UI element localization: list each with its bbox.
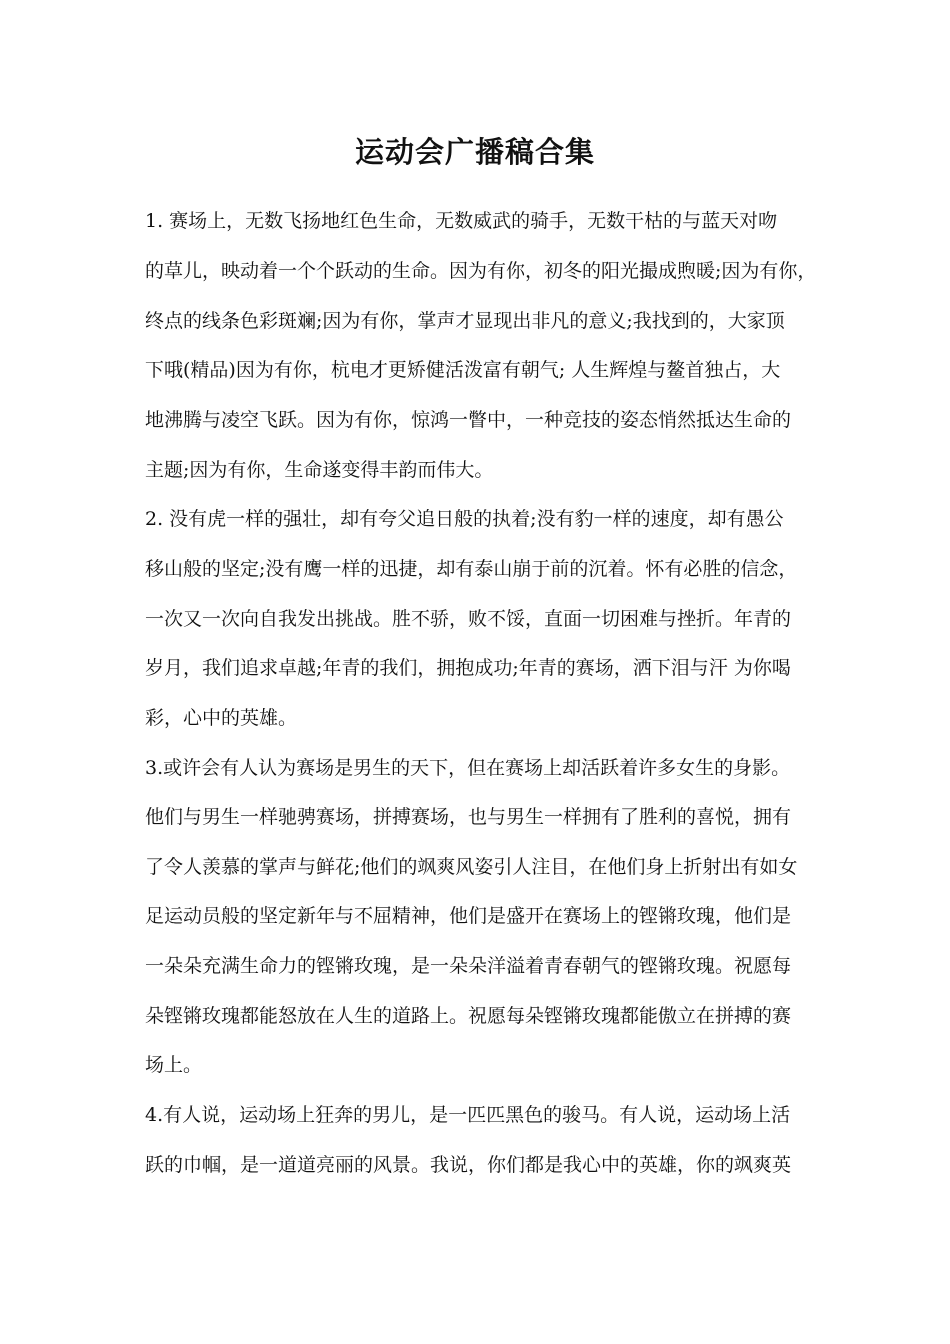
text-line: 彩，心中的英雄。 [145,707,298,729]
text-line: 足运动员般的坚定新年与不屈精神，他们是盛开在赛场上的铿锵玫瑰，他们是 [145,905,792,927]
text-line: 地沸腾与凌空飞跃。因为有你，惊鸿一瞥中，一种竞技的姿态悄然抵达生命的 [145,409,792,431]
text-line: 1. 赛场上，无数飞扬地红色生命，无数威武的骑手，无数干枯的与蓝天对吻 [145,210,778,232]
text-line: 的草儿，映动着一个个跃动的生命。因为有你，初冬的阳光撮成煦暖;因为有你， [145,260,817,282]
text-line: 岁月，我们追求卓越;年青的我们，拥抱成功;年青的赛场，洒下泪与汗 为你喝 [145,657,791,679]
text-line: 场上。 [145,1054,203,1076]
text-line: 终点的线条色彩斑斓;因为有你，掌声才显现出非凡的意义;我找到的，大家顶 [145,310,785,332]
text-line: 2. 没有虎一样的强壮，却有夸父追日般的执着;没有豹一样的速度，却有愚公 [145,508,784,530]
text-line: 了令人羡慕的掌声与鲜花;他们的飒爽风姿引人注目，在他们身上折射出有如女 [145,856,798,878]
text-line: 下哦(精品)因为有你，杭电才更矫健活泼富有朝气; 人生辉煌与鳌首独占，大 [145,359,781,381]
text-line: 跃的巾帼，是一道道亮丽的风景。我说，你们都是我心中的英雄，你的飒爽英 [145,1154,792,1176]
text-line: 朵铿锵玫瑰都能怒放在人生的道路上。祝愿每朵铿锵玫瑰都能傲立在拼搏的赛 [145,1005,792,1027]
text-line: 移山般的坚定;没有鹰一样的迅捷，却有泰山崩于前的沉着。怀有必胜的信念， [145,558,798,580]
text-line: 4.有人说，运动场上狂奔的男儿，是一匹匹黑色的骏马。有人说，运动场上活 [145,1104,791,1126]
document-title: 运动会广播稿合集 [354,135,595,169]
text-line: 3.或许会有人认为赛场是男生的天下，但在赛场上却活跃着许多女生的身影。 [145,757,791,779]
text-line: 他们与男生一样驰骋赛场，拼搏赛场，也与男生一样拥有了胜利的喜悦，拥有 [145,806,792,828]
text-line: 一朵朵充满生命力的铿锵玫瑰，是一朵朵洋溢着青春朝气的铿锵玫瑰。祝愿每 [145,955,792,977]
text-line: 一次又一次向自我发出挑战。胜不骄，败不馁，直面一切困难与挫折。年青的 [145,608,792,630]
text-line: 主题;因为有你，生命遂变得丰韵而伟大。 [145,459,494,481]
